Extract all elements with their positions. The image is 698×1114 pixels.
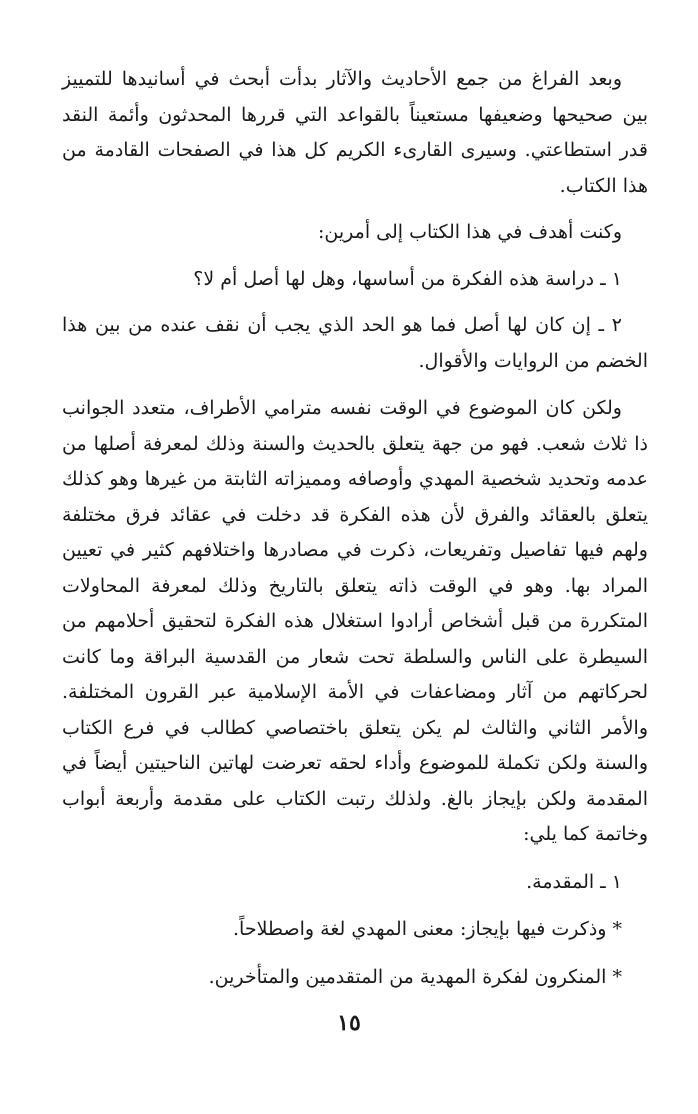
- bullet-item-deniers: * المنكرون لفكرة المهدية من المتقدمين والمتأخرين.: [208, 965, 622, 988]
- bullet-item-mahdi-meaning: * وذكرت فيها بإيجاز: معنى المهدي لغة واصطلاحاً.: [233, 918, 622, 940]
- page-number: ١٥: [337, 1010, 361, 1036]
- paragraph-topic-scope: ولكن كان الموضوع في الوقت نفسه مترامي الأطراف، متعدد الجوانب ذا ثلاث شعب. فهو من جهة يتعلق بالحديث والسنة وذلك لمعرفة أصلها من عدمه وتحديد شخصية المهدي وأوصافه ومميزاته الثابتة من غيرها وهو كذلك يتعلق بالعقائد والفرق لأن هذه الفكرة قد دخلت في عقائد فرق مختلفة ولهم فيها تفاصيل وتفريعات، ذكرت في مصادرها واختلافهم كثير في تعيين المراد بها. وهو في الوقت ذاته يتعلق بالتاريخ وذلك لمعرفة المحاولات المتكررة من قبل أشخاص أرادوا استغلال هذه الفكرة لتحقيق أحلامهم من السيطرة على الناس والسلطة تحت شعار من القدسية البراقة وما كانت لحركاتهم من آثار ومضاعفات في الأمة الإسلامية عبر القرون المختلفة. والأمر الثاني والثالث لم يكن يتعلق باختصاصي كطالب في فرع الكتاب والسنة ولكن تكملة للموضوع وأداء لحقه تعرضت لهاتين الناحيتين أيضاً في المقدمة ولكن بإيجاز بالغ. ولذلك رتبت الكتاب على مقدمة وأربعة أبواب وخاتمة كما يلي:: [62, 397, 648, 845]
- paragraph-hadith-research: وبعد الفراغ من جمع الأحاديث والآثار بدأت أبحث في أسانيدها للتمييز بين صحيحها وضعيفها مستعيناً بالقواعد التي قررها المحدثون وأئمة النقد قدر استطاعتي. وسيرى القارىء الكريم كل هذا في الصفحات القادمة من هذا الكتاب.: [62, 68, 648, 197]
- page-body: [62, 62, 648, 995]
- list-item-introduction: ١ ـ المقدمة.: [526, 870, 622, 893]
- list-item-aim-1: ١ ـ دراسة هذه الفكرة من أساسها، وهل لها أصل أم لا؟: [193, 267, 622, 290]
- list-item-aim-2: ٢ ـ إن كان لها أصل فما هو الحد الذي يجب أن نقف عنده من بين هذا الخضم من الروايات والأقوال.: [62, 314, 648, 372]
- paragraph-two-aims-intro: وكنت أهدف في هذا الكتاب إلى أمرين:: [318, 221, 622, 243]
